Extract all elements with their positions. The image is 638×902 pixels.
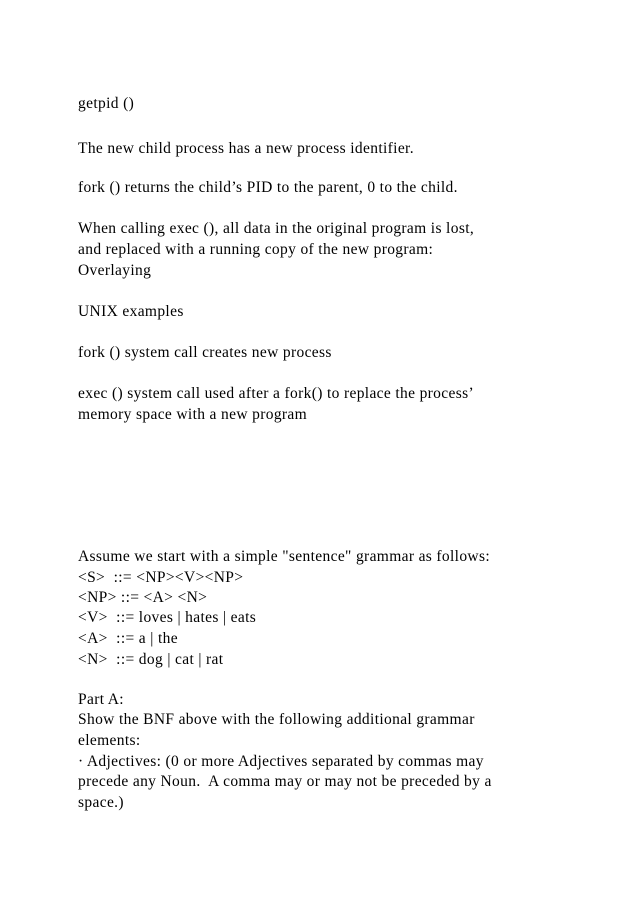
text-line: elements: [78,732,141,749]
text-line: getpid () [78,95,135,112]
grammar-rule: <V> ::= loves | hates | eats [78,609,257,626]
text-line: UNIX examples [78,303,184,320]
grammar-rule: <NP> ::= <A> <N> [78,589,208,606]
grammar-rule: <N> ::= dog | cat | rat [78,651,224,668]
text-line: Overlaying [78,262,152,279]
text-line: precede any Noun. A comma may or may not be preceded by a [78,773,492,790]
grammar-rule: <A> ::= a | the [78,630,178,647]
text-line: fork () returns the child’s PID to the parent, 0 to the child. [78,179,458,196]
text-line: Assume we start with a simple "sentence" grammar as follows: [78,548,491,565]
text-line: When calling exec (), all data in the original program is lost, [78,220,475,237]
bullet-line: · Adjectives: (0 or more Adjectives separated by commas may [78,753,484,770]
text-line: memory space with a new program [78,406,308,423]
text-line: and replaced with a running copy of the new program: [78,241,434,258]
grammar-rule: <S> ::= <NP><V><NP> [78,569,244,586]
section-heading: Part A: [78,691,124,708]
text-line: fork () system call creates new process [78,344,332,361]
text-line: exec () system call used after a fork() to replace the process’ [78,385,475,402]
text-line: The new child process has a new process identifier. [78,140,414,157]
text-line: Show the BNF above with the following additional grammar [78,711,475,728]
text-line: space.) [78,794,124,811]
